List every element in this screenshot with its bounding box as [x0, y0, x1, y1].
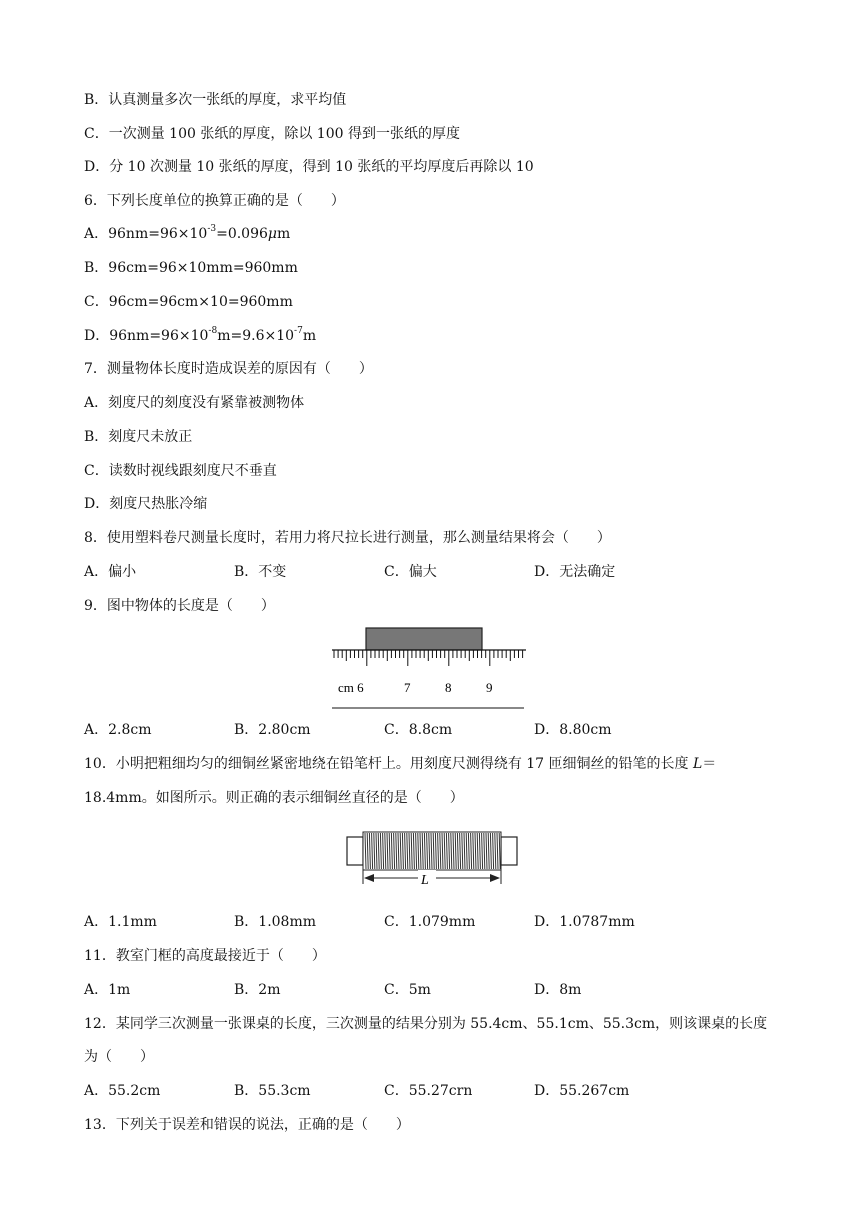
ruler-label-9: 9: [486, 680, 493, 695]
measured-object: [366, 628, 482, 650]
q9-option-c: C．8.8cm: [384, 722, 453, 738]
arrowhead-left: [364, 874, 374, 882]
q12-stem-line1: 12．某同学三次测量一张课桌的长度，三次测量的结果分别为 55.4cm、55.1cm、55.3cm，则该课桌的长度: [84, 1016, 768, 1032]
dimension-label-L: L: [421, 873, 429, 888]
q11-option-d: D．8m: [534, 982, 582, 998]
q7-option-a: A．刻度尺的刻度没有紧靠被测物体: [84, 395, 305, 411]
q6-option-b: B．96cm=96×10mm=960mm: [84, 260, 298, 276]
q9-stem: 9．图中物体的长度是（ ）: [84, 598, 275, 614]
q5-option-c: C．一次测量 100 张纸的厚度，除以 100 得到一张纸的厚度: [84, 126, 460, 142]
q10-stem-line2: 18.4mm。如图所示。则正确的表示细铜丝直径的是（ ）: [84, 790, 464, 806]
q6-option-d: D．$96nm=96\times 10^{-8}m=9.6\times 10^{-7}m$: [84, 326, 317, 344]
ruler-figure: [330, 626, 530, 712]
q9-option-a: A．2.8cm: [84, 722, 152, 738]
q9-option-b: B．2.80cm: [234, 722, 311, 738]
q5-option-b: B．认真测量多次一张纸的厚度，求平均值: [84, 92, 347, 108]
q6-option-c: C．96cm=96cm×10=960mm: [84, 294, 293, 310]
q7-stem: 7．测量物体长度时造成误差的原因有（ ）: [84, 361, 373, 377]
q12-option-d: D．55.267cm: [534, 1083, 630, 1099]
q7-option-c: C．读数时视线跟刻度尺不垂直: [84, 463, 277, 479]
q11-stem: 11．教室门框的高度最接近于（ ）: [84, 948, 326, 964]
q11-option-a: A．1m: [84, 982, 131, 998]
q11-option-c: C．5m: [384, 982, 431, 998]
ruler-label-7: 7: [404, 680, 411, 695]
q5-option-d: D．分 10 次测量 10 张纸的厚度，得到 10 张纸的平均厚度后再除以 10: [84, 159, 534, 175]
q12-option-a: A．55.2cm: [84, 1083, 161, 1099]
ruler-ticks: [334, 650, 523, 666]
q8-option-d: D．无法确定: [534, 564, 616, 580]
ruler-label-cm6: cm 6: [338, 680, 364, 695]
q12-option-b: B．55.3cm: [234, 1083, 311, 1099]
q12-option-c: C．55.27crn: [384, 1083, 473, 1099]
q11-option-b: B．2m: [234, 982, 281, 998]
pencil-right-end: [501, 837, 517, 865]
q8-option-b: B．不变: [234, 564, 287, 580]
q8-stem: 8．使用塑料卷尺测量长度时，若用力将尺拉长进行测量，那么测量结果将会（ ）: [84, 530, 611, 546]
q10-stem-line1: 10．小明把粗细均匀的细铜丝紧密地绕在铅笔杆上。用刻度尺测得绕有 17 匝细铜丝的铅笔的长度 L＝: [84, 756, 717, 772]
q7-option-d: D．刻度尺热胀冷缩: [84, 496, 208, 512]
q7-option-b: B．刻度尺未放正: [84, 429, 193, 445]
q10-option-c: C．1.079mm: [384, 914, 476, 930]
q10-option-b: B．1.08mm: [234, 914, 317, 930]
q13-stem: 13．下列关于误差和错误的说法，正确的是（ ）: [84, 1117, 410, 1133]
coil-figure: [344, 828, 524, 890]
q9-option-d: D．8.80cm: [534, 722, 612, 738]
q6-stem: 6．下列长度单位的换算正确的是（ ）: [84, 193, 345, 209]
q8-option-c: C．偏大: [384, 564, 437, 580]
q10-option-a: A．1.1mm: [84, 914, 157, 930]
q10-option-d: D．1.0787mm: [534, 914, 635, 930]
q12-stem-line2: 为（ ）: [84, 1049, 154, 1065]
arrowhead-right: [490, 874, 500, 882]
ruler-label-8: 8: [445, 680, 452, 695]
pencil-left-end: [347, 837, 363, 865]
q6-option-a: A．$96nm=96\times 10^{-3}=0.096\mu m$: [84, 224, 291, 242]
q8-option-a: A．偏小: [84, 564, 137, 580]
